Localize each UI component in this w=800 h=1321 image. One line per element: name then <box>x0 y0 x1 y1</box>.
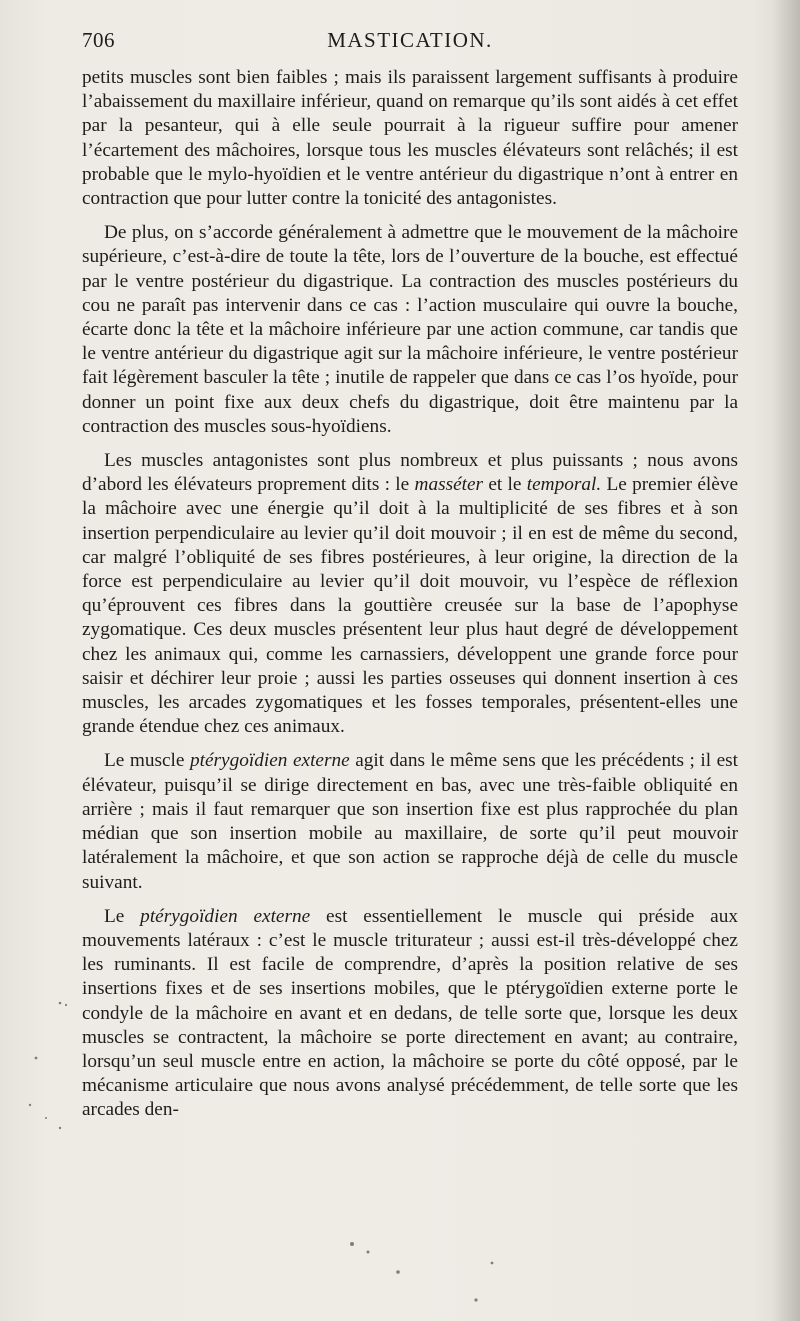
paragraph <box>82 749 738 894</box>
ink-speck <box>396 1270 400 1274</box>
ink-speck <box>45 1117 47 1119</box>
text-run: Le <box>104 905 141 927</box>
text-run: agit dans le même sens que les précédents ; il est élévateur, puisqu’il se dirige directement en bas, avec une très-faible obliquité en arrière ; mais il faut remarquer que son insertion fixe est plus rapprochée du plan médian que son insertion mobile au maxillaire, de sorte qu’il peut mouvoir latéralement la mâchoire, et que son action se rapproche déjà de celle du muscle suivant. <box>82 750 738 893</box>
ink-speck <box>491 1262 494 1265</box>
ink-speck <box>29 1104 31 1106</box>
paragraph <box>82 449 738 739</box>
paragraph <box>82 221 738 439</box>
paragraph <box>82 66 738 211</box>
ink-speck <box>474 1298 477 1301</box>
ink-speck <box>350 1242 354 1246</box>
ink-speck <box>35 1057 38 1060</box>
text-run: Le premier élève la mâchoire avec une énergie qu’il doit à la multiplicité de ses fibres et à son insertion perpendiculaire au levier qu’il doit mouvoir ; il en est de même du second, car malgré l’obliquité de ses fibres postérieures, à leur origine, la direction de la force est perpendiculaire au levier qu’il doit mouvoir, vu l’espèce de réflexion qu’éprouvent ces fibres dans la gouttière creusée sur la base de l’apophyse zygomatique. Ces deux muscles présentent leur plus haut degré de développement chez les animaux qui, comme les carnassiers, développent une grande force pour saisir et déchirer leur proie ; aussi les parties osseuses qui donnent insertion à ces muscles, les arcades zygomatiques et les fosses temporales, présentent-elles une grande étendue chez ces animaux. <box>82 474 739 738</box>
paragraph <box>82 905 738 1123</box>
text-run: Le muscle <box>104 750 190 772</box>
italic-term: ptérygoïdien externe <box>140 905 311 927</box>
running-title: MASTICATION. <box>327 28 493 52</box>
page-number: 706 <box>82 28 115 52</box>
text-run: et le <box>483 474 527 496</box>
ink-speck <box>65 1004 67 1006</box>
text-run: De plus, on s’accorde généralement à admettre que le mouvement de la mâchoire supérieure, c’est-à-dire de toute la tête, lors de l’ouverture de la bouche, est effectué par le ventre postérieur du digastrique. La contraction des muscles postérieurs du cou ne paraît pas intervenir dans ce cas : l’action musculaire qui ouvre la bouche, écarte donc la tête et la mâchoire inférieure par une action commune, car tandis que le ventre antérieur du digastrique agit sur la mâchoire inférieure, le ventre postérieur fait légèrement basculer la tête ; inutile de rappeler que dans ce cas l’os hyoïde, pour donner un point fixe aux deux chefs du digastrique, doit être maintenu par la contraction des muscles sous-hyoïdiens. <box>82 222 738 437</box>
italic-term: masséter <box>414 474 484 496</box>
ink-speck <box>367 1251 370 1254</box>
text-run: est essentiellement le muscle qui préside aux mouvements latéraux : c’est le muscle triturateur ; aussi est-il très-développé chez les ruminants. Il est facile de comprendre, d’après la position relative de ses insertions fixes et de ses insertions mobiles, que le ptérygoïdien externe porte le condyle de la mâchoire en avant et en dedans, de telle sorte que, lorsque les deux muscles se contractent, la mâchoire se porte directement en avant; au contraire, lorsqu’un seul muscle entre en action, la mâchoire se porte du côté opposé, par le mécanisme articulaire que nous avons analysé précédemment, de telle sorte que les arcades den- <box>82 905 738 1121</box>
italic-term: ptérygoïdien externe <box>189 750 350 772</box>
italic-term: temporal. <box>526 474 602 496</box>
text-run: petits muscles sont bien faibles ; mais ils paraissent largement suffisants à produire l’abaissement du maxillaire inférieur, quand on remarque qu’ils sont aidés à cet effet par la pesanteur, qui à elle seule pourrait à la rigueur suffire pour amener l’écartement des mâchoires, lorsque tous les muscles élévateurs sont relâchés; il est probable que le mylo-hyoïdien et le ventre antérieur du digastrique n’ont à entrer en contraction que pour lutter contre la tonicité des antagonistes. <box>82 67 738 210</box>
text-run: Les muscles antagonistes sont plus nombreux et plus puissants ; nous avons d’abord les élévateurs proprement dits : le <box>82 450 738 496</box>
ink-speck <box>59 1002 62 1005</box>
body-text <box>82 66 738 1133</box>
page-header <box>82 28 738 58</box>
page-edge-shadow <box>772 0 800 1321</box>
ink-speck <box>59 1127 61 1129</box>
